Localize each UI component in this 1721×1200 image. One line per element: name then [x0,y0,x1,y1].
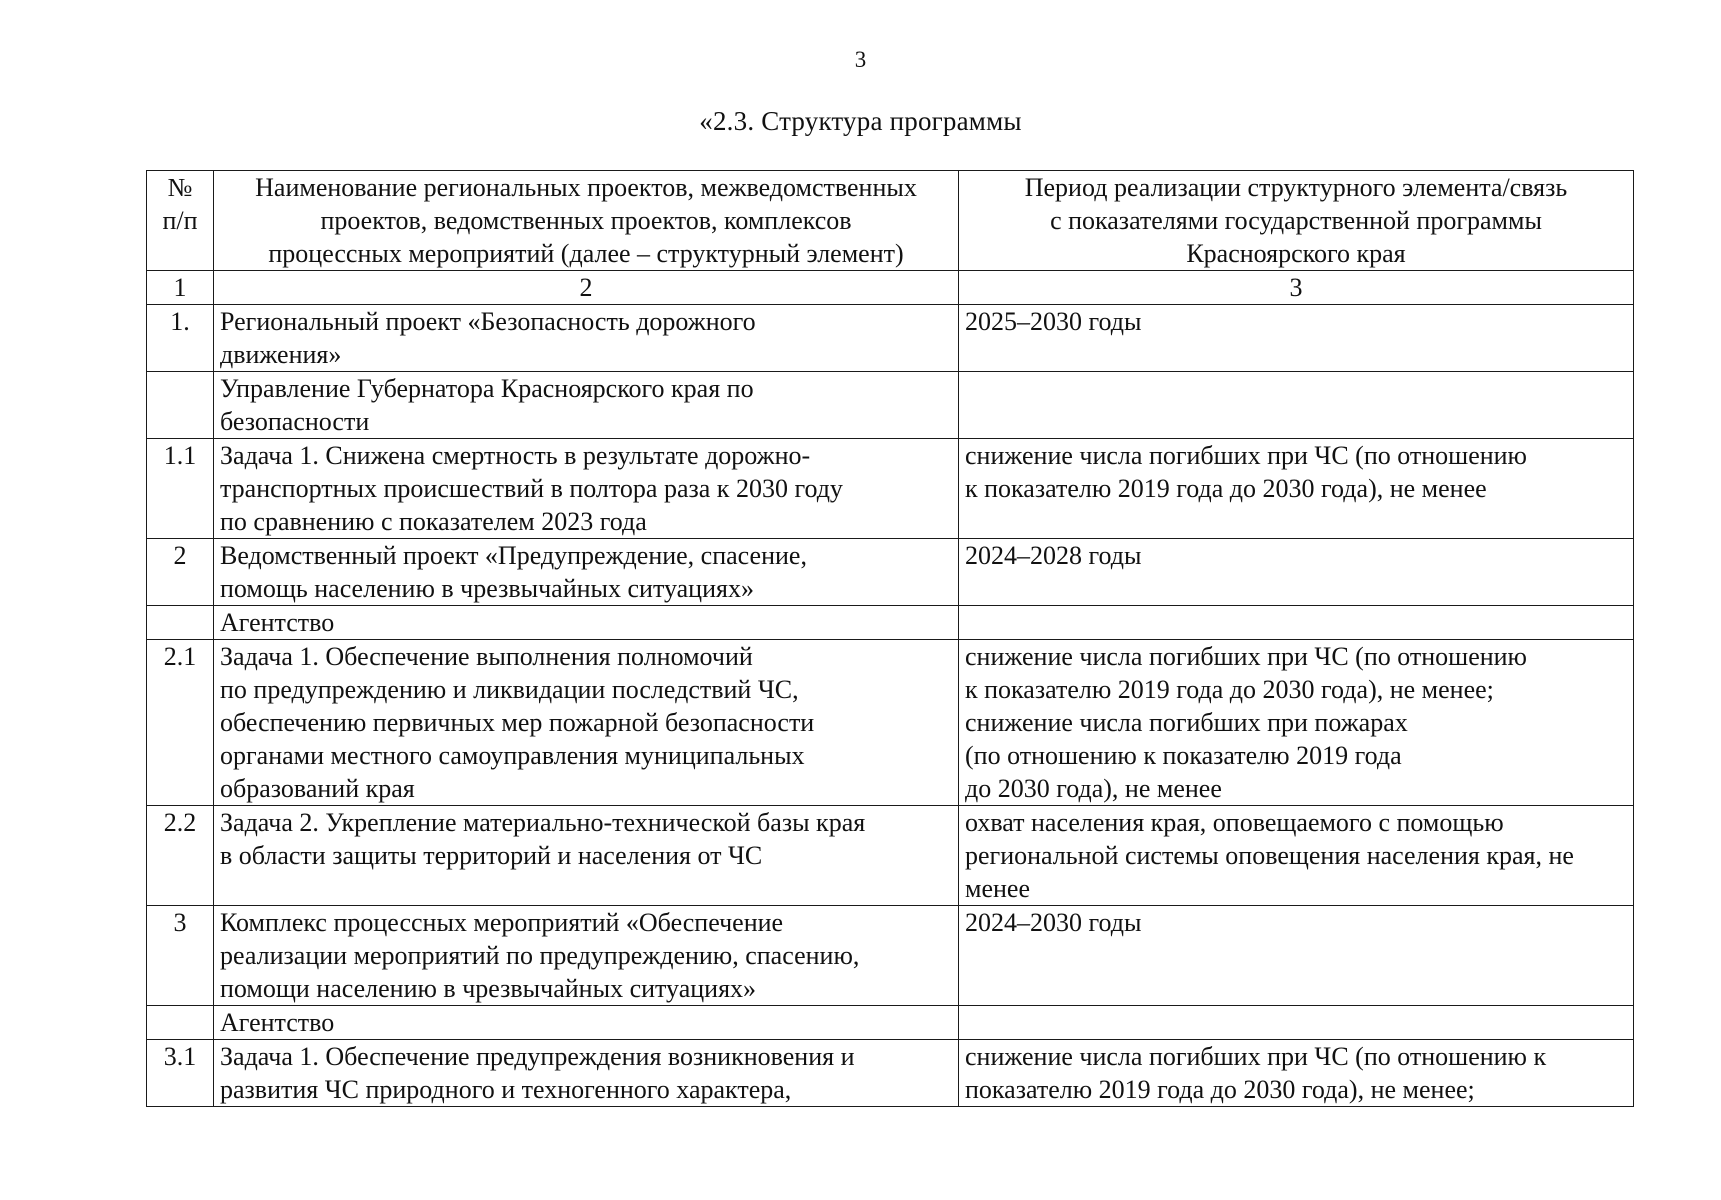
header-number: № п/п [147,171,214,271]
table-header-row [147,171,1634,271]
row-period [959,372,1634,439]
row-name: Задача 1. Обеспечение выполнения полномочий по предупреждению и ликвидации последствий ЧС, обеспечению первичных мер пожарной безопасности органами местного самоуправления муниципальных образований края [214,640,959,806]
row-number: 2.2 [147,806,214,906]
row-name: Задача 1. Обеспечение предупреждения возникновения и развития ЧС природного и техногенного характера, [214,1040,959,1107]
row-name: Агентство [214,1006,959,1040]
row-period: снижение числа погибших при ЧС (по отношению к показателю 2019 года до 2030 года), не менее; [959,1040,1634,1107]
row-period: охват населения края, оповещаемого с помощью региональной системы оповещения населения края, не менее [959,806,1634,906]
row-name: Региональный проект «Безопасность дорожного движения» [214,305,959,372]
row-period: 2024–2030 годы [959,906,1634,1006]
column-number: 1 [147,271,214,305]
header-structural-element: Наименование региональных проектов, межведомственных проектов, ведомственных проектов, комплексов процессных мероприятий (далее – структурный элемент) [214,171,959,271]
row-name: Управление Губернатора Красноярского края по безопасности [214,372,959,439]
table-row [147,1040,1634,1107]
program-structure-table [146,170,1634,1107]
row-number [147,606,214,640]
row-period: 2025–2030 годы [959,305,1634,372]
header-period-indicators: Период реализации структурного элемента/связь с показателями государственной программы Красноярского края [959,171,1634,271]
row-number [147,372,214,439]
table-row [147,439,1634,539]
table-row [147,372,1634,439]
row-name: Ведомственный проект «Предупреждение, спасение, помощь населению в чрезвычайных ситуациях» [214,539,959,606]
column-number: 2 [214,271,959,305]
table-row [147,906,1634,1006]
row-period: снижение числа погибших при ЧС (по отношению к показателю 2019 года до 2030 года), не менее; снижение числа погибших при пожарах (по отношению к показателю 2019 года до 2030 года), не менее [959,640,1634,806]
row-name: Комплекс процессных мероприятий «Обеспечение реализации мероприятий по предупреждению, спасению, помощи населению в чрезвычайных ситуациях» [214,906,959,1006]
row-number: 2.1 [147,640,214,806]
column-number: 3 [959,271,1634,305]
page-number: 3 [854,47,867,72]
row-name: Задача 1. Снижена смертность в результате дорожно- транспортных происшествий в полтора раза к 2030 году по сравнению с показателем 2023 года [214,439,959,539]
section-heading: «2.3. Структура программы [699,106,1022,136]
table-row [147,640,1634,806]
row-number [147,1006,214,1040]
column-numbering-row [147,271,1634,305]
table-row [147,606,1634,640]
row-number: 2 [147,539,214,606]
row-period [959,606,1634,640]
row-number: 3 [147,906,214,1006]
row-number: 1. [147,305,214,372]
table-row [147,806,1634,906]
row-number: 1.1 [147,439,214,539]
table-row [147,1006,1634,1040]
row-name: Задача 2. Укрепление материально-технической базы края в области защиты территорий и населения от ЧС [214,806,959,906]
row-period: 2024–2028 годы [959,539,1634,606]
row-name: Агентство [214,606,959,640]
table-row [147,305,1634,372]
row-period: снижение числа погибших при ЧС (по отношению к показателю 2019 года до 2030 года), не менее [959,439,1634,539]
table-row [147,539,1634,606]
row-number: 3.1 [147,1040,214,1107]
row-period [959,1006,1634,1040]
